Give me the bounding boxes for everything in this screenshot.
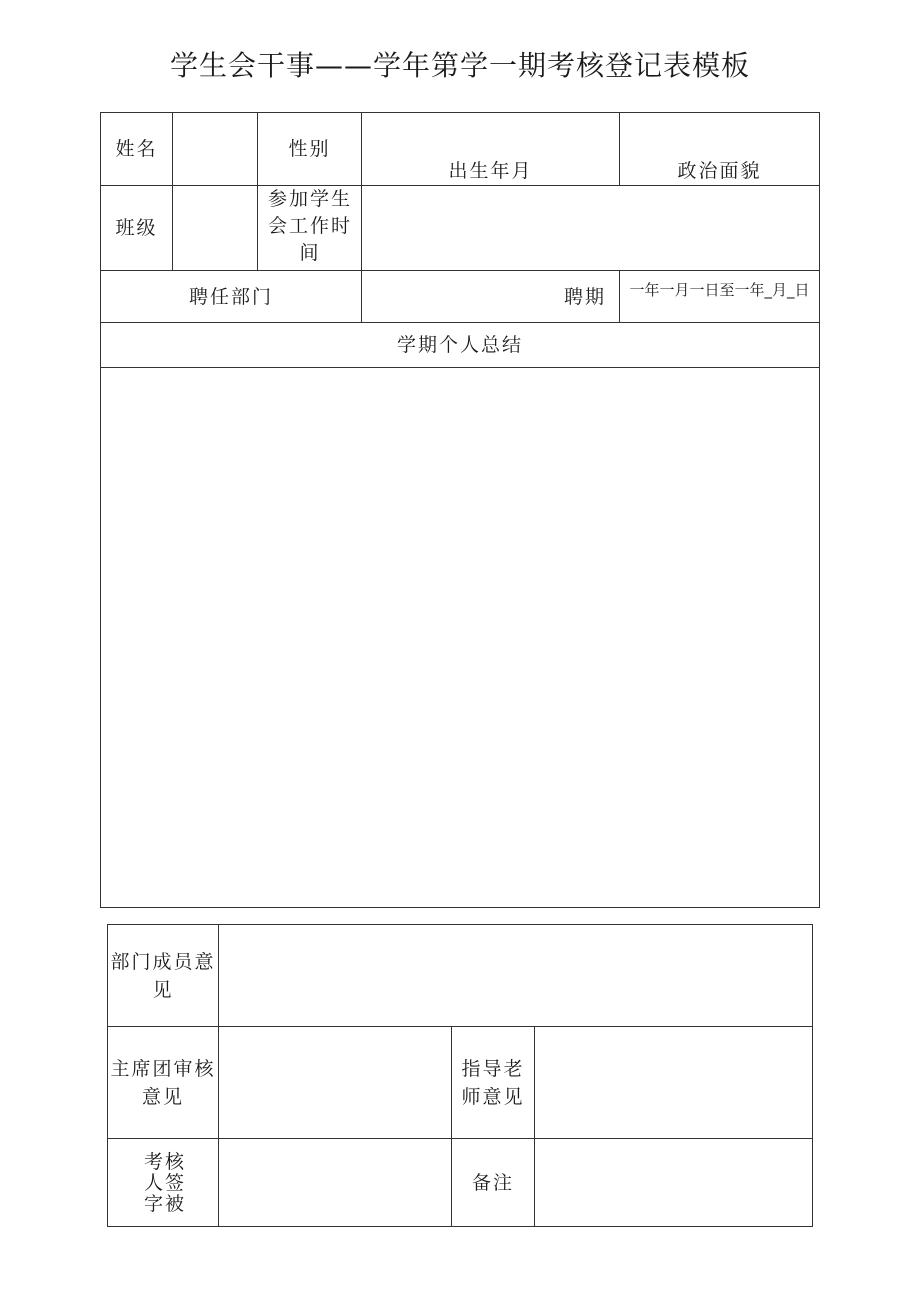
- teacher-opinion-label: 指导老师意见: [461, 1057, 525, 1108]
- remarks-label: 备注: [471, 1172, 514, 1194]
- signature-label: 考核人签字被: [143, 1150, 186, 1215]
- term-label: 聘期: [563, 286, 606, 308]
- class-value[interactable]: [173, 186, 257, 270]
- member-opinion-area[interactable]: [219, 925, 812, 1026]
- join-time-value[interactable]: [362, 186, 819, 270]
- dept-label: 聘任部门: [188, 285, 273, 308]
- name-label: 姓名: [115, 138, 158, 160]
- summary-area[interactable]: [101, 368, 819, 907]
- birth-label: 出生年月: [448, 160, 533, 182]
- remarks-area[interactable]: [535, 1139, 812, 1227]
- signature-area[interactable]: [219, 1139, 451, 1227]
- term-value: 一年一月一日至一年_月_日: [629, 281, 810, 299]
- document-title: 学生会干事——学年第学一期考核登记表模板: [169, 49, 750, 82]
- join-time-label: 参加学生会工作时间: [267, 188, 352, 264]
- name-value[interactable]: [173, 113, 257, 185]
- gender-label: 性别: [288, 138, 331, 160]
- class-label: 班级: [115, 217, 158, 239]
- presidium-opinion-area[interactable]: [219, 1027, 451, 1138]
- political-label: 政治面貌: [677, 160, 762, 182]
- teacher-opinion-area[interactable]: [535, 1027, 812, 1138]
- presidium-opinion-label: 主席团审核意见: [110, 1057, 216, 1108]
- member-opinion-label: 部门成员意见: [110, 950, 216, 1001]
- summary-label: 学期个人总结: [396, 334, 523, 356]
